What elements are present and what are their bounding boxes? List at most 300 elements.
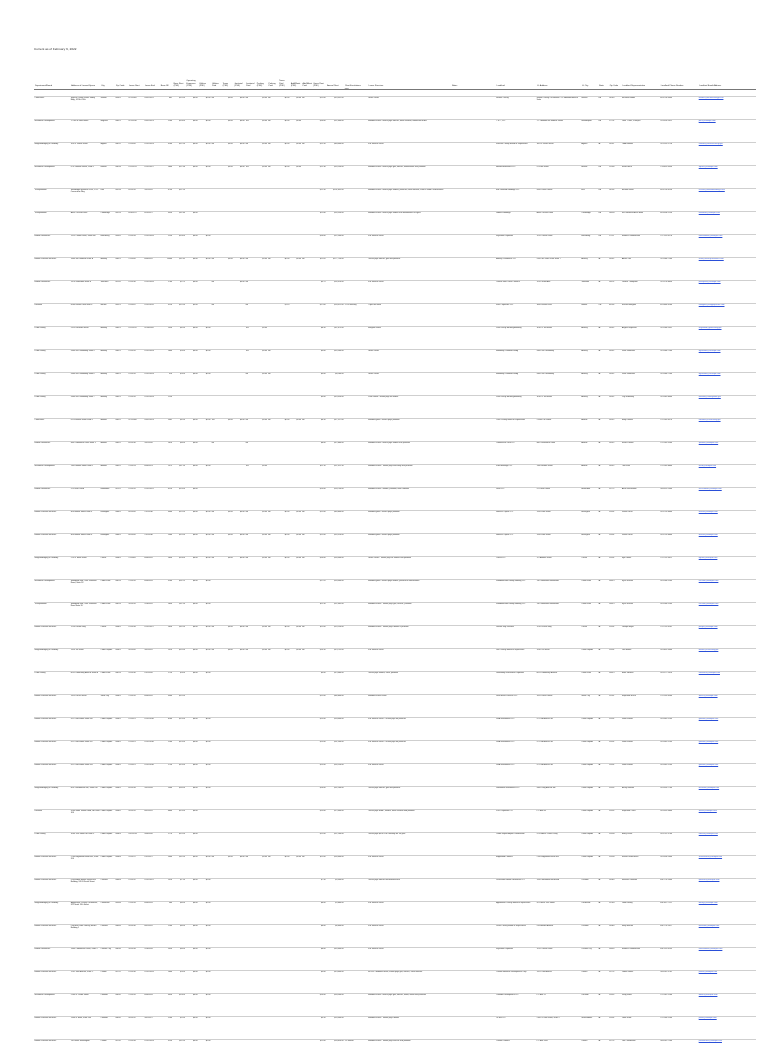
table-cell: Full Service Gross - Tenant pays for janitorial	[368, 741, 451, 764]
table-cell: 12/31/2030	[144, 741, 160, 764]
table-cell	[451, 741, 496, 764]
landlord-email-link[interactable]: gwilson@example.com	[699, 764, 718, 766]
table-cell: 2% annual	[344, 1040, 367, 1062]
table-cell: No	[302, 258, 313, 281]
table-cell: 50049	[609, 879, 622, 902]
landlord-email-link[interactable]: jchristensen@example.com	[699, 1040, 722, 1042]
table-cell: 10/31/2024	[144, 419, 160, 442]
table-cell: $11.50	[312, 603, 326, 626]
table-cell: 2650	[160, 626, 173, 649]
table-cell: IA	[598, 672, 609, 695]
table-cell	[344, 580, 367, 603]
table-cell: 08049	[115, 925, 128, 948]
table-cell: Tenant pays HVAC, utilities, trash removal and janitorial	[368, 810, 451, 833]
table-cell	[233, 925, 245, 948]
table-cell	[451, 488, 496, 511]
table-cell: 08021	[115, 327, 128, 350]
table-cell: $0.00	[198, 120, 211, 143]
table-cell: Beaver	[581, 166, 598, 189]
table-cell	[267, 879, 278, 902]
table-cell	[302, 304, 313, 327]
table-cell	[290, 1017, 302, 1040]
landlord-email-link[interactable]: m.rossi@lakesideholdings.com	[699, 189, 725, 191]
table-cell: $54,912.00	[326, 304, 344, 327]
table-cell: 319-365-1190	[660, 764, 698, 787]
table-cell: 712-542-2166	[660, 994, 698, 1017]
landlord-email-link[interactable]: kholder@warrencountypa.net	[699, 97, 724, 99]
table-cell: $0.00	[198, 764, 211, 787]
table-cell: Burlington	[581, 534, 598, 557]
table-cell: 6/30/2024	[144, 902, 160, 925]
table-cell: River Bluffs Partners LLC	[496, 695, 537, 718]
table-cell	[233, 833, 245, 856]
table-cell	[451, 143, 496, 166]
landlord-email-link[interactable]: dcarter@example.com	[699, 511, 718, 513]
table-cell: $0.00	[185, 212, 198, 235]
table-cell	[245, 833, 256, 856]
table-cell: Health & Human Services	[34, 741, 70, 764]
table-cell: $16,560.00	[326, 350, 344, 373]
table-cell: $15.00	[312, 718, 326, 741]
table-cell: No	[267, 120, 278, 143]
landlord-email-link[interactable]: tholmes@kossuthcounty.gov	[699, 143, 723, 145]
landlord-email-link[interactable]: dgonzalez@example.com	[699, 350, 721, 352]
table-cell	[698, 672, 756, 695]
table-cell: Carroll	[100, 557, 115, 580]
landlord-email-link[interactable]: rzimmerman@example.com	[699, 948, 723, 950]
landlord-email-link[interactable]: kwhitman@example.com	[699, 212, 720, 214]
column-header: Address of Leased Space	[70, 70, 100, 88]
landlord-email-link[interactable]: lmoore@linncounty.gov	[699, 649, 719, 651]
column-header: LL Address	[536, 70, 581, 88]
table-cell: IA	[598, 1040, 609, 1062]
table-cell	[344, 442, 367, 465]
table-cell: IA	[598, 626, 609, 649]
table-cell	[698, 764, 756, 787]
table-cell	[256, 603, 268, 626]
table-row	[34, 511, 756, 534]
table-cell: 2800 Long Avenue NE	[536, 787, 581, 810]
table-cell: 480 Commercial Lane	[536, 442, 581, 465]
table-cell	[233, 971, 245, 994]
table-cell: Gross Lease	[368, 97, 451, 120]
table-cell: $11.80	[173, 212, 186, 235]
landlord-email-link[interactable]: rmargolis@kmpproperties.com	[699, 304, 725, 306]
table-row	[34, 580, 756, 603]
table-cell: 2500 SE Tones Drive Suite 7	[536, 258, 581, 281]
table-cell	[278, 442, 290, 465]
table-cell: Polk County Housing Authority	[496, 327, 537, 350]
table-cell	[245, 787, 256, 810]
table-cell: $0.00	[278, 120, 290, 143]
table-cell: Full Service Gross	[368, 948, 451, 971]
table-cell: Marty Lenss	[621, 833, 659, 856]
table-cell: $11.50	[173, 603, 186, 626]
table-cell: $0.00	[278, 97, 290, 120]
table-cell: Cedar Falls	[100, 603, 115, 626]
table-cell	[290, 189, 302, 212]
table-cell: 1000 Kissell Drive	[536, 304, 581, 327]
table-cell: Health & Human Services	[34, 764, 70, 787]
table-cell	[211, 212, 222, 235]
table-cell: D&A Investments LLC	[496, 741, 537, 764]
landlord-email-link[interactable]: sburch@example.com	[699, 695, 718, 697]
table-cell: $0.00	[290, 856, 302, 879]
table-cell: Ankeny	[581, 373, 598, 396]
table-cell: $0.00	[198, 948, 211, 971]
table-cell: 2800 N.E. Broadway Suite 7	[70, 396, 100, 419]
table-cell: $0.00	[185, 672, 198, 695]
table-cell	[211, 166, 222, 189]
table-cell: No	[267, 626, 278, 649]
table-cell	[278, 1040, 290, 1062]
table-cell: $7.50	[173, 879, 186, 902]
table-cell: Clinton	[100, 971, 115, 994]
table-cell: Human Resources	[34, 948, 70, 971]
table-cell: No	[211, 258, 222, 281]
table-cell: $101,695.00	[326, 189, 344, 212]
table-cell	[245, 212, 256, 235]
table-cell: $0.00	[198, 649, 211, 672]
table-cell: 2800 N.E. Broadway	[536, 350, 581, 373]
table-cell: $8.50	[312, 419, 326, 442]
table-cell: No	[302, 511, 313, 534]
table-cell	[344, 120, 367, 143]
table-cell: Atlantic	[581, 442, 598, 465]
table-cell	[698, 557, 756, 580]
table-cell	[222, 396, 234, 419]
table-cell: 319-396-1400	[660, 856, 698, 879]
landlord-email-link[interactable]: mlenss@example.com	[699, 833, 718, 835]
table-cell: $22,500.00	[326, 235, 344, 258]
table-cell: 1600	[160, 971, 173, 994]
table-cell: $20,900.00	[326, 1017, 344, 1040]
table-cell: $21,045.00	[326, 603, 344, 626]
table-cell: Milgrove	[100, 120, 115, 143]
table-cell: $0.00	[185, 442, 198, 465]
landlord-email-link[interactable]: jbarr@example.com	[699, 120, 716, 122]
table-cell: Cedar Rapids	[100, 856, 115, 879]
landlord-email-link[interactable]: rschultz@example.com	[699, 603, 719, 605]
landlord-email-link[interactable]: jshaw@example.com	[699, 1017, 717, 1019]
landlord-email-link[interactable]: hdaniels@casscounty.gov	[699, 419, 721, 421]
table-cell	[278, 235, 290, 258]
table-cell: 7/1/2019	[128, 580, 144, 603]
table-cell: Joseph Meyer	[621, 626, 659, 649]
table-cell	[256, 235, 268, 258]
table-cell: 2800 N.E. Broadway Suite 4	[70, 350, 100, 373]
table-cell: No	[302, 856, 313, 879]
table-cell	[451, 258, 496, 281]
table-cell: 2890	[160, 557, 173, 580]
table-cell: 50021	[609, 327, 622, 350]
column-header: Landlord Email Address	[698, 70, 756, 88]
table-cell: $0.00	[222, 166, 234, 189]
table-cell: 712-792-0101	[660, 626, 698, 649]
table-cell: 52401	[609, 649, 622, 672]
table-cell: 6/30/2024	[144, 580, 160, 603]
table-cell	[198, 442, 211, 465]
table-cell	[185, 396, 198, 419]
table-row	[34, 304, 756, 327]
landlord-email-link[interactable]: ldemry@example.com	[699, 902, 718, 904]
table-cell	[256, 396, 268, 419]
table-cell: Michael Rossi	[621, 189, 659, 212]
table-cell	[256, 189, 268, 212]
table-cell: Health & Human Services	[34, 1017, 70, 1040]
landlord-email-link[interactable]: kjohnson@example.com	[699, 879, 720, 881]
table-cell	[233, 764, 245, 787]
table-row	[34, 718, 756, 741]
table-cell	[233, 741, 245, 764]
table-cell: $0.00	[256, 258, 268, 281]
table-cell: $8,280.00	[326, 373, 344, 396]
table-cell: 3400	[160, 511, 173, 534]
table-cell: $0.00	[185, 419, 198, 442]
table-row	[34, 235, 756, 258]
table-cell: 4730	[160, 189, 173, 212]
table-cell: No	[302, 649, 313, 672]
table-cell: 12/31/2028	[144, 350, 160, 373]
table-cell: $12.00	[173, 695, 186, 718]
table-cell: Integrated Aging & Disability	[34, 787, 70, 810]
table-cell: 100 N. Grove Street	[70, 143, 100, 166]
table-cell	[344, 856, 367, 879]
landlord-email-link[interactable]: araymond@polkcounty.gov	[699, 327, 722, 329]
table-cell: Cedar Rapids	[100, 787, 115, 810]
table-cell	[211, 902, 222, 925]
table-cell: $9.50	[312, 1017, 326, 1040]
table-cell	[302, 488, 313, 511]
table-cell	[267, 1017, 278, 1040]
table-cell: No	[211, 281, 222, 304]
table-cell	[245, 189, 256, 212]
table-cell: Chariton Public Library, Health Building 1	[70, 925, 100, 948]
table-cell: $11.85	[173, 258, 186, 281]
table-cell	[245, 718, 256, 741]
table-cell: 8/31/2025	[144, 810, 160, 833]
landlord-email-link[interactable]: srasmussen@example.com	[699, 856, 722, 858]
landlord-email-link[interactable]: dsmith@example.com	[699, 994, 718, 996]
table-cell: 411 Third Street Suite 200	[70, 718, 100, 741]
table-cell	[278, 948, 290, 971]
table-cell	[344, 350, 367, 373]
table-cell: $0.00	[198, 557, 211, 580]
landlord-email-link[interactable]: mstevens@example.com	[699, 672, 720, 674]
table-cell: 1915 Central Drive	[536, 948, 581, 971]
table-row	[34, 166, 756, 189]
table-cell: Erie Lakeside Holdings LLC	[496, 189, 537, 212]
table-cell: 1610	[160, 442, 173, 465]
table-cell: $12.00	[173, 534, 186, 557]
table-cell	[233, 488, 245, 511]
table-cell: 2400	[160, 856, 173, 879]
table-cell: 12/31/2028	[144, 1040, 160, 1062]
table-cell: 6/1/2016	[128, 442, 144, 465]
table-cell: 12/31/2028	[144, 396, 160, 419]
table-cell: Todd Holmes	[621, 143, 659, 166]
table-cell: $13,755.00	[326, 649, 344, 672]
table-cell	[267, 1040, 278, 1062]
table-cell	[290, 718, 302, 741]
table-cell: 50049	[609, 925, 622, 948]
landlord-email-link[interactable]: sqhorn@example.com	[699, 166, 718, 168]
table-cell: 2800 N.E. Broadway	[536, 373, 581, 396]
landlord-email-link[interactable]: spowell@example.com	[699, 442, 718, 444]
table-cell: No	[267, 534, 278, 557]
table-cell: 50131	[609, 281, 622, 304]
table-cell	[222, 902, 234, 925]
table-cell: 12/31/2027	[144, 166, 160, 189]
table-cell	[278, 718, 290, 741]
landlord-email-link[interactable]: kmonroe@example.com	[699, 925, 720, 927]
table-cell: Modified Gross Lease	[368, 695, 451, 718]
table-cell	[278, 695, 290, 718]
table-cell: $15.00	[173, 810, 186, 833]
table-cell: 52404	[609, 833, 622, 856]
table-cell	[245, 580, 256, 603]
landlord-email-link[interactable]: kgriffin@example.com	[699, 557, 718, 559]
table-cell: $0.00	[222, 649, 234, 672]
table-cell: $15.00	[173, 764, 186, 787]
table-cell	[278, 580, 290, 603]
table-cell: 641-437-7111	[660, 902, 698, 925]
table-cell: $0.00	[185, 902, 198, 925]
table-cell	[344, 925, 367, 948]
table-cell: IA	[598, 465, 609, 488]
landlord-email-link[interactable]: bhanson@example.com	[699, 787, 719, 789]
header-row	[34, 70, 756, 88]
table-cell	[698, 948, 756, 971]
landlord-email-link[interactable]: rzimmerman@example.com	[699, 235, 723, 237]
table-cell: 08021	[115, 350, 128, 373]
table-cell: $34,650.00	[326, 1040, 344, 1062]
table-cell	[267, 948, 278, 971]
table-cell	[451, 649, 496, 672]
table-cell: Ankeny	[100, 373, 115, 396]
table-cell: $0.00	[198, 741, 211, 764]
table-cell	[222, 925, 234, 948]
table-cell	[211, 189, 222, 212]
landlord-email-link[interactable]: jthompson@example.com	[699, 281, 721, 283]
landlord-email-link[interactable]: landuse@ankenyiowa.gov	[699, 396, 721, 398]
landlord-email-link[interactable]: arichardson@example.com	[699, 488, 722, 490]
table-cell: 319-266-1100	[660, 580, 698, 603]
table-cell: $0.00	[233, 557, 245, 580]
table-cell	[302, 350, 313, 373]
table-cell	[185, 189, 198, 212]
table-cell	[698, 534, 756, 557]
table-cell	[290, 672, 302, 695]
table-cell: 1410 1st Street	[536, 649, 581, 672]
table-row	[34, 212, 756, 235]
table-cell: Burlington	[100, 534, 115, 557]
table-cell: Lisa Moore	[621, 649, 659, 672]
table-cell	[290, 948, 302, 971]
table-cell: 201 North 12th Street	[536, 902, 581, 925]
landlord-email-link[interactable]: gwilson@example.com	[699, 741, 718, 743]
table-cell: $1.10	[278, 304, 290, 327]
landlord-email-link[interactable]: rschultz@example.com	[699, 580, 719, 582]
table-cell	[698, 833, 756, 856]
landlord-email-link[interactable]: gwilson@example.com	[699, 718, 718, 720]
table-cell: Holly Daniels	[621, 419, 659, 442]
table-cell: 08732	[115, 1040, 128, 1062]
table-body	[34, 88, 756, 1062]
table-cell: OH	[598, 304, 609, 327]
column-header: Utilities Paid	[211, 70, 222, 88]
table-cell	[451, 327, 496, 350]
table-cell	[451, 718, 496, 741]
table-cell: $26,910.00	[326, 281, 344, 304]
table-cell: 2/1/2016	[128, 672, 144, 695]
table-cell: 3/1/2018	[128, 948, 144, 971]
table-cell: 50021	[609, 373, 622, 396]
table-cell: 2062	[160, 419, 173, 442]
table-cell	[698, 465, 756, 488]
table-cell: No	[245, 557, 256, 580]
landlord-email-link[interactable]: stheis@example.com	[699, 810, 717, 812]
table-cell: $0.00	[290, 649, 302, 672]
table-cell: $0.00	[256, 856, 268, 879]
table-cell: 12/31/2026	[144, 281, 160, 304]
table-cell: $0.00	[185, 327, 198, 350]
column-header: Rent Escalations	[344, 70, 367, 88]
table-cell	[222, 971, 234, 994]
table-cell: 219 N. Main Street	[70, 557, 100, 580]
table-cell	[278, 833, 290, 856]
table-cell: Grant Wilson	[621, 718, 659, 741]
table-cell	[233, 350, 245, 373]
landlord-email-link[interactable]: dgonzalez@example.com	[699, 373, 721, 375]
table-cell: Modified Gross - Tenant pays electric and janitorial	[368, 1040, 451, 1062]
table-cell: Steven Rasmussen	[621, 856, 659, 879]
table-cell	[278, 741, 290, 764]
table-cell	[222, 281, 234, 304]
table-cell	[233, 603, 245, 626]
table-cell	[267, 925, 278, 948]
table-cell: Corrections	[34, 419, 70, 442]
landlord-email-link[interactable]: jwalsh@example.com	[699, 971, 717, 973]
table-cell	[267, 281, 278, 304]
table-cell: $0.00	[185, 258, 198, 281]
table-cell	[211, 695, 222, 718]
table-cell: $0.00	[290, 143, 302, 166]
table-cell: $39,530.00	[326, 212, 344, 235]
landlord-email-link[interactable]: atroll@ankenycommerce.com	[699, 258, 724, 260]
table-cell: Ryan Schultz	[621, 580, 659, 603]
table-cell: 515-286-2331	[660, 327, 698, 350]
table-cell: Health & Human Services	[34, 718, 70, 741]
table-cell: $26,250.00	[326, 764, 344, 787]
table-cell	[698, 902, 756, 925]
landlord-email-link[interactable]: tfried@example.com	[699, 465, 716, 467]
table-cell	[233, 580, 245, 603]
table-cell: $8.50	[173, 327, 186, 350]
landlord-email-link[interactable]: dcarter@example.com	[699, 534, 718, 536]
table-cell	[302, 925, 313, 948]
table-cell	[256, 879, 268, 902]
table-cell	[278, 281, 290, 304]
table-cell	[302, 580, 313, 603]
table-cell	[211, 465, 222, 488]
table-cell	[256, 994, 268, 1017]
table-cell	[344, 948, 367, 971]
table-cell	[344, 235, 367, 258]
table-cell: $0.00	[256, 511, 268, 534]
landlord-email-link[interactable]: jmeyer@example.com	[699, 626, 718, 628]
table-cell	[290, 902, 302, 925]
